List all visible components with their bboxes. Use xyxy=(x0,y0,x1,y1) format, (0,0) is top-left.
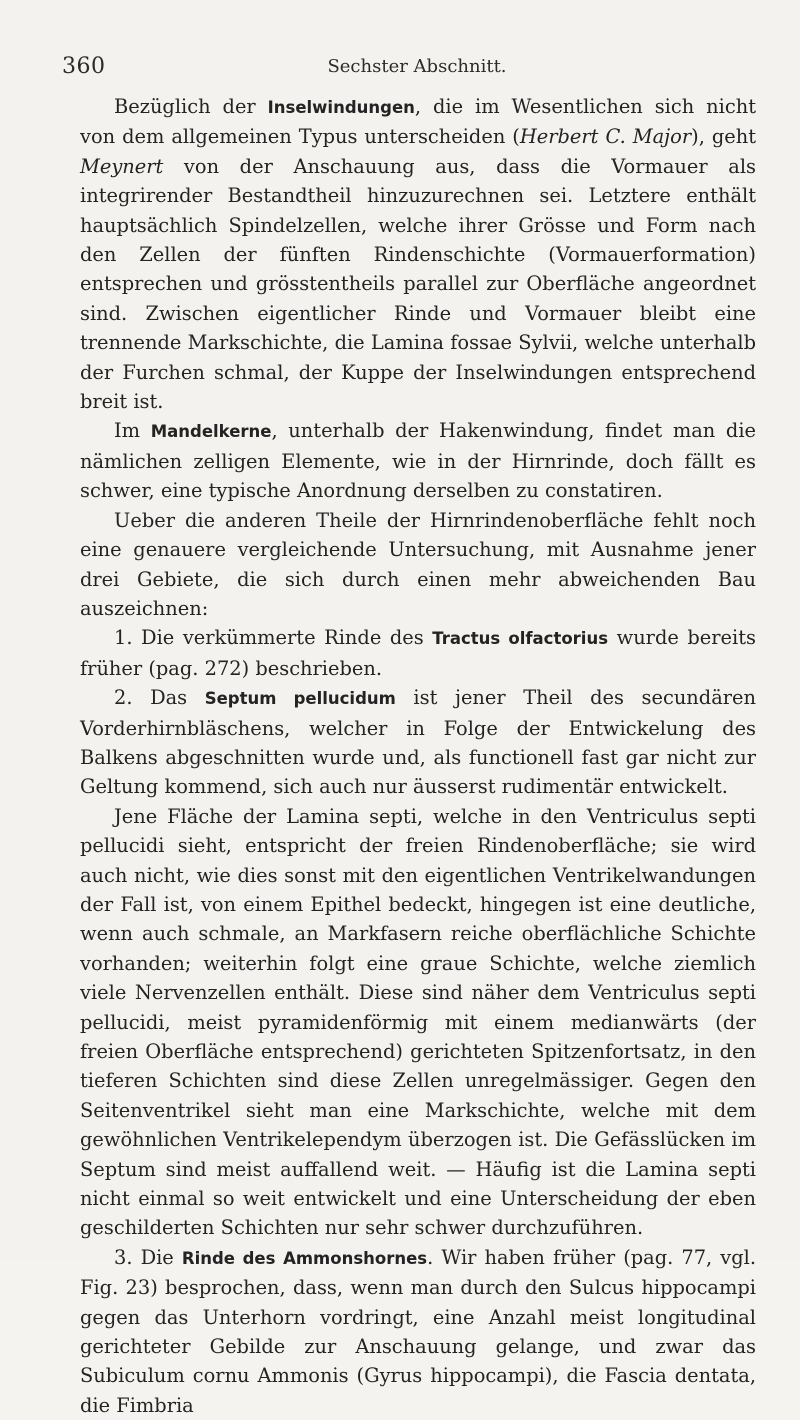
text-run: wurde bereits früher (pag. 272) beschrieben. xyxy=(80,626,756,680)
text-run: Ueber die anderen Theile der Hirnrindenoberfläche fehlt noch eine genauere vergleichende Untersuchung, mit Ausnahme jener drei Gebiete, die sich durch einen mehr abweichenden Bau auszeichnen: xyxy=(80,508,756,620)
text-run: Jene Fläche der Lamina septi, welche in den Ventriculus septi pellucidi sieht, entspricht der freien Rindenoberfläche; sie wird auch nicht, wie dies sonst mit den eigentlichen Ventrikelwandungen der Fall ist, von einem Epithel bedeckt, hingegen ist eine deutliche, wenn auch schmale, an Markfasern reiche oberflächliche Schichte vorhanden; weiterhin folgt eine graue Schichte, welche ziemlich viele Nervenzellen enthält. Diese sind näher dem Ventriculus septi pellucidi, meist pyramidenförmig mit einem medianwärts (der freien Oberfläche entsprechend) gerichteten Spitzenfortsatz, in den tieferen Schichten sind diese Zellen unregelmässiger. Gegen den Seitenventrikel sieht man eine Markschichte, welche mit dem gewöhnlichen Ventrikelependym überzogen ist. Die Gefässlücken im Septum sind meist auffallend weit. — Häufig ist die Lamina septi nicht einmal so weit entwickelt und eine Unterscheidung der eben geschilderten Schichten nur sehr schwer durchzuführen. xyxy=(80,804,756,1240)
text-run: 2. Das xyxy=(114,686,205,710)
text-run: ist jener Theil des secundären Vorderhirnbläschens, welcher in Folge der Entwickelung des Balkens abgeschnitten wurde und, als functionell fast gar nicht zur Geltung kommend, sich auch nur äusserst rudimentär entwickelt. xyxy=(80,686,756,799)
text-run: 1. Die verkümmerte Rinde des xyxy=(114,626,433,650)
page-header xyxy=(62,50,772,86)
text-run: . Wir haben früher (pag. 77, vgl. Fig. 23) besprochen, dass, wenn man durch den Sulcus hippocampi gegen das Unterhorn vordringt, eine Anzahl meist longitudinal gerichteter Gebilde zur Anschauung gelange, und zwar das Subiculum cornu Ammonis (Gyrus hippocampi), die Fascia dentata, die Fimbria xyxy=(80,1245,756,1417)
author-name: Meynert xyxy=(80,154,164,178)
paragraph-septum-pellucidum xyxy=(80,683,756,802)
emphasized-term: Mandelkerne xyxy=(150,422,272,442)
text-run: Bezüglich der xyxy=(114,95,268,118)
body-text xyxy=(80,92,756,1420)
paragraph-ammonshorn xyxy=(80,1243,756,1420)
paragraph-ueberblick xyxy=(80,506,756,624)
paragraph-inselwindungen xyxy=(80,92,756,416)
text-run: von der Anschauung aus, dass die Vormauer als integrirender Bestandtheil hinzuzurechnen sei. Letztere enthält hauptsächlich Spindelzellen, welche ihrer Grösse und Form nach den Zellen der fünften Rindenschichte (Vormauerformation) entsprechen und grösstentheils parallel zur Oberfläche angeordnet sind. Zwischen eigentlicher Rinde und Vormauer bleibt eine trennende Markschichte, die Lamina fossae Sylvii, welche unterhalb der Furchen schmal, der Kuppe der Inselwindungen entsprechend breit ist. xyxy=(80,154,756,414)
paragraph-tractus-olfactorius xyxy=(80,623,756,683)
running-head: Sechster Abschnitt. xyxy=(327,56,507,77)
author-name: Herbert C. Major xyxy=(519,125,692,149)
emphasized-term: Tractus olfactorius xyxy=(432,629,609,649)
text-run: , die im Wesentlichen sich nicht von dem allgemeinen Typus unterscheiden ( xyxy=(80,95,756,149)
paragraph-lamina-septi xyxy=(80,802,756,1243)
emphasized-term: Rinde des Ammonshornes xyxy=(181,1248,428,1268)
text-run: Im xyxy=(114,419,151,443)
paragraph-mandelkern xyxy=(80,416,756,505)
text-run: 3. Die xyxy=(114,1245,182,1269)
emphasized-term: Septum pellucidum xyxy=(204,689,396,709)
emphasized-term: Inselwindungen xyxy=(267,98,415,117)
text-run: ), geht xyxy=(691,125,757,149)
page-number: 360 xyxy=(62,54,106,79)
text-run: , unterhalb der Hakenwindung, findet man die nämlichen zelligen Elemente, wie in der Hirnrinde, doch fällt es schwer, eine typische Anordnung derselben zu constatiren. xyxy=(80,419,757,503)
